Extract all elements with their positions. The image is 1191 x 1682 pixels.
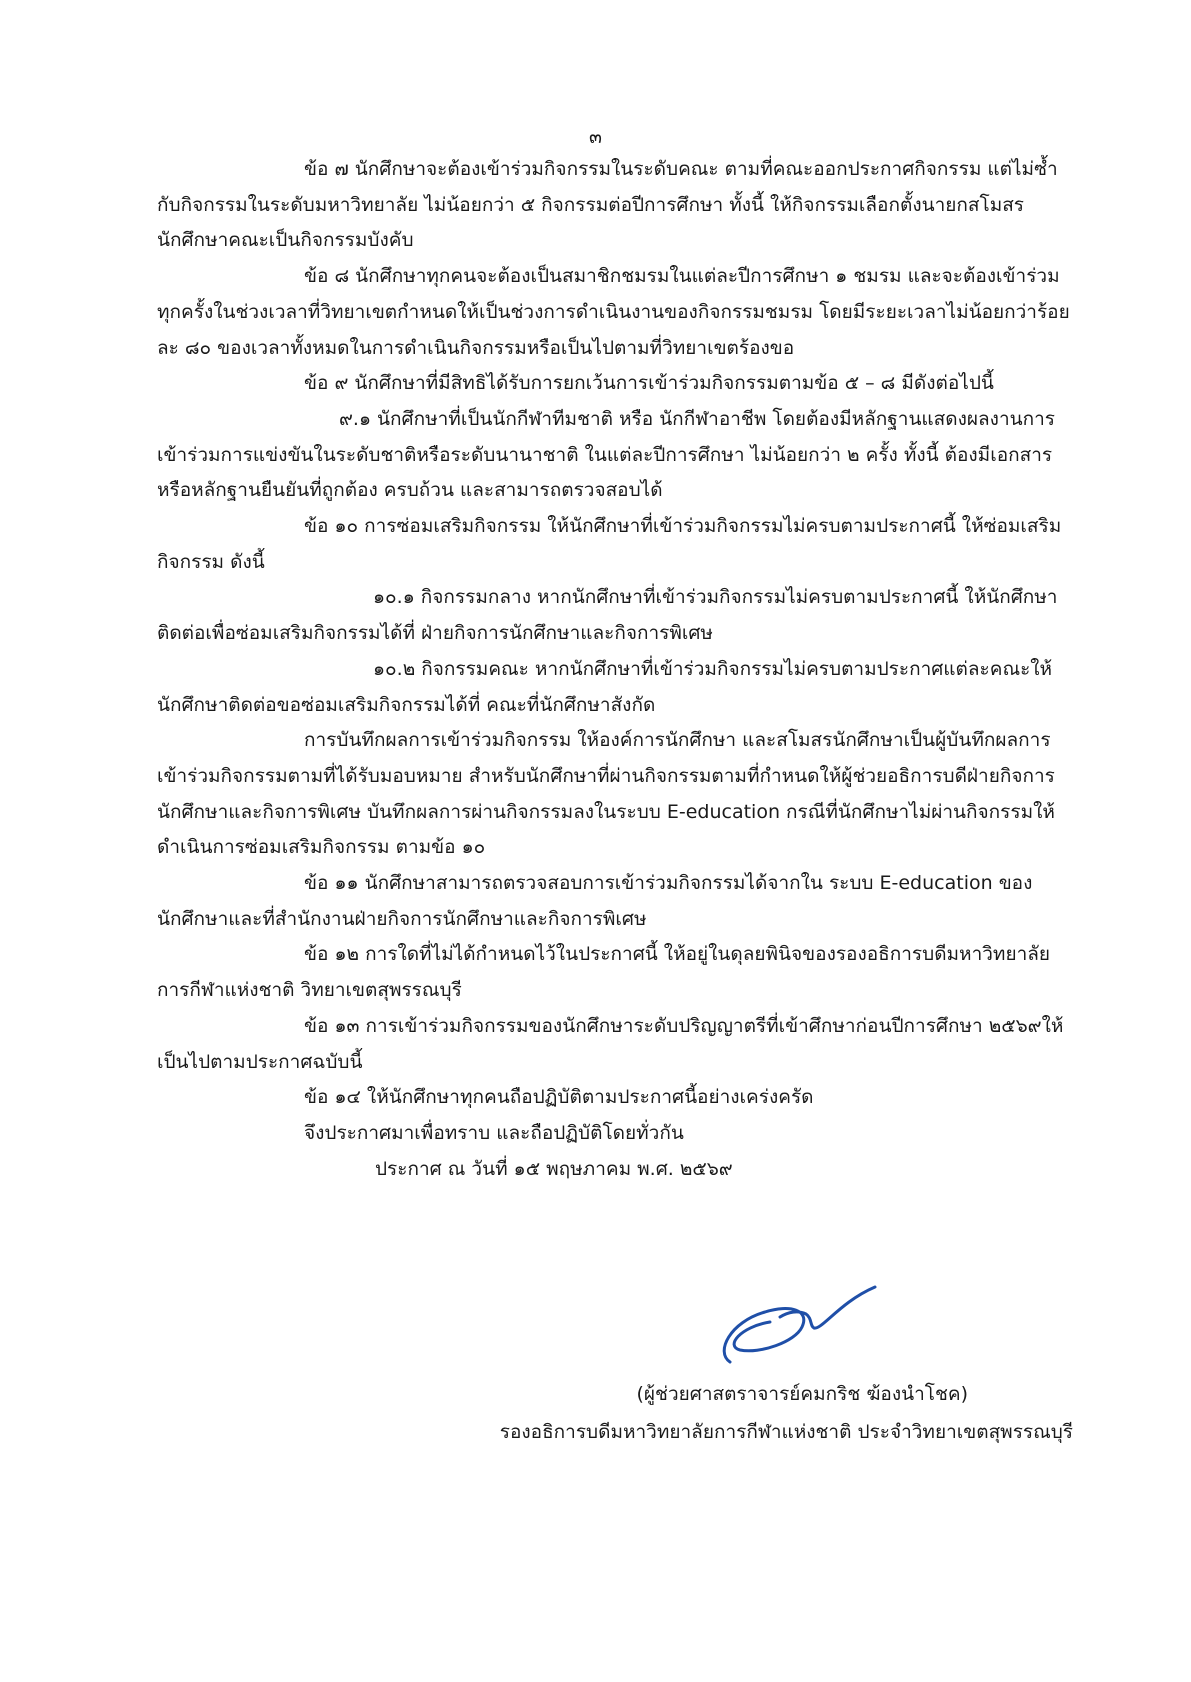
clause-14: ข้อ ๑๔ ให้นักศึกษาทุกคนถือปฏิบัติตามประกาศนี้อย่างเคร่งครัด <box>304 1086 814 1109</box>
clause-10-2: ๑๐.๒ กิจกรรมคณะ หากนักศึกษาที่เข้าร่วมกิจกรรมไม่ครบตามประกาศแต่ละคณะให้นักศึกษาติดต่อขอซ่อมเสริมกิจกรรมได้ที่ คณะที่นักศึกษาสังกัด <box>157 657 1053 716</box>
signature-block <box>373 1375 1073 1451</box>
clause-12: ข้อ ๑๒ การใดที่ไม่ได้กำหนดไว้ในประกาศนี้ ให้อยู่ในดุลยพินิจของรองอธิการบดีมหาวิทยาลัยการกีฬาแห่งชาติ วิทยาเขตสุพรรณบุรี <box>157 943 1051 1002</box>
clause-13: ข้อ ๑๓ การเข้าร่วมกิจกรรมของนักศึกษาระดับปริญญาตรีที่เข้าศึกษาก่อนปีการศึกษา ๒๕๖๙ให้เป็นไปตามประกาศฉบับนี้ <box>157 1014 1064 1073</box>
document-body <box>157 152 1073 1187</box>
signer-name: (ผู้ช่วยศาสตราจารย์คมกริช ฆ้องนำโชค) <box>636 1383 968 1405</box>
recording-clause: การบันทึกผลการเข้าร่วมกิจกรรม ให้องค์การนักศึกษา และสโมสรนักศึกษาเป็นผู้บันทึกผลการเข้าร่วมกิจกรรมตามที่ได้รับมอบหมาย สำหรับนักศึกษาที่ผ่านกิจกรรมตามที่กำหนดให้ผู้ช่วยอธิการบดีฝ่ายกิจการนักศึกษาและกิจการพิเศษ บันทึกผลการผ่านกิจกรรมลงในระบบ E-education กรณีที่นักศึกษาไม่ผ่านกิจกรรมให้ดำเนินการซ่อมเสริมกิจกรรม ตามข้อ ๑๐ <box>157 729 1055 859</box>
clause-11: ข้อ ๑๑ นักศึกษาสามารถตรวจสอบการเข้าร่วมกิจกรรมได้จากใน ระบบ E-education ของนักศึกษาและที่สำนักงานฝ่ายกิจการนักศึกษาและกิจการพิเศษ <box>157 872 1033 930</box>
clause-10: ข้อ ๑๐ การซ่อมเสริมกิจกรรม ให้นักศึกษาที่เข้าร่วมกิจกรรมไม่ครบตามประกาศนี้ ให้ซ่อมเสริมกิจกรรม ดังนี้ <box>157 515 1062 573</box>
signature-stroke <box>724 1287 875 1362</box>
announcement: จึงประกาศมาเพื่อทราบ และถือปฏิบัติโดยทั่วกัน <box>304 1121 684 1144</box>
clause-9-1: ๙.๑ นักศึกษาที่เป็นนักกีฬาทีมชาติ หรือ นักกีฬาอาชีพ โดยต้องมีหลักฐานแสดงผลงานการเข้าร่วมการแข่งขันในระดับชาติหรือระดับนานาชาติ ในแต่ละปีการศึกษา ไม่น้อยกว่า ๒ ครั้ง ทั้งนี้ ต้องมีเอกสารหรือหลักฐานยืนยันที่ถูกต้อง ครบถ้วน และสามารถตรวจสอบได้ <box>157 407 1055 502</box>
clause-7: ข้อ ๗ นักศึกษาจะต้องเข้าร่วมกิจกรรมในระดับคณะ ตามที่คณะออกประกาศกิจกรรม แต่ไม่ซ้ำกับกิจกรรมในระดับมหาวิทยาลัย ไม่น้อยกว่า ๕ กิจกรรมต่อปีการศึกษา ทั้งนี้ ให้กิจกรรมเลือกตั้งนายกสโมสรนักศึกษาคณะเป็นกิจกรรมบังคับ <box>157 158 1058 252</box>
date-line: ประกาศ ณ วันที่ ๑๕ พฤษภาคม พ.ศ. ๒๕๖๙ <box>375 1157 733 1180</box>
clause-8: ข้อ ๘ นักศึกษาทุกคนจะต้องเป็นสมาชิกชมรมในแต่ละปีการศึกษา ๑ ชมรม และจะต้องเข้าร่วมทุกครั้งในช่วงเวลาที่วิทยาเขตกำหนดให้เป็นช่วงการดำเนินงานของกิจกรรมชมรม โดยมีระยะเวลาไม่น้อยกว่าร้อยละ ๘๐ ของเวลาทั้งหมดในการดำเนินกิจกรรมหรือเป็นไปตามที่วิทยาเขตร้องขอ <box>157 265 1070 359</box>
signature <box>710 1282 890 1382</box>
signer-position: รองอธิการบดีมหาวิทยาลัยการกีฬาแห่งชาติ ประจำวิทยาเขตสุพรรณบุรี <box>499 1421 1073 1443</box>
page-number: ๓ <box>589 126 602 148</box>
clause-9: ข้อ ๙ นักศึกษาที่มีสิทธิได้รับการยกเว้นการเข้าร่วมกิจกรรมตามข้อ ๕ – ๘ มีดังต่อไปนี้ <box>304 372 994 395</box>
clause-10-1: ๑๐.๑ กิจกรรมกลาง หากนักศึกษาที่เข้าร่วมกิจกรรมไม่ครบตามประกาศนี้ ให้นักศึกษาติดต่อเพื่อซ่อมเสริมกิจกรรมได้ที่ ฝ่ายกิจการนักศึกษาและกิจการพิเศษ <box>157 586 1058 645</box>
